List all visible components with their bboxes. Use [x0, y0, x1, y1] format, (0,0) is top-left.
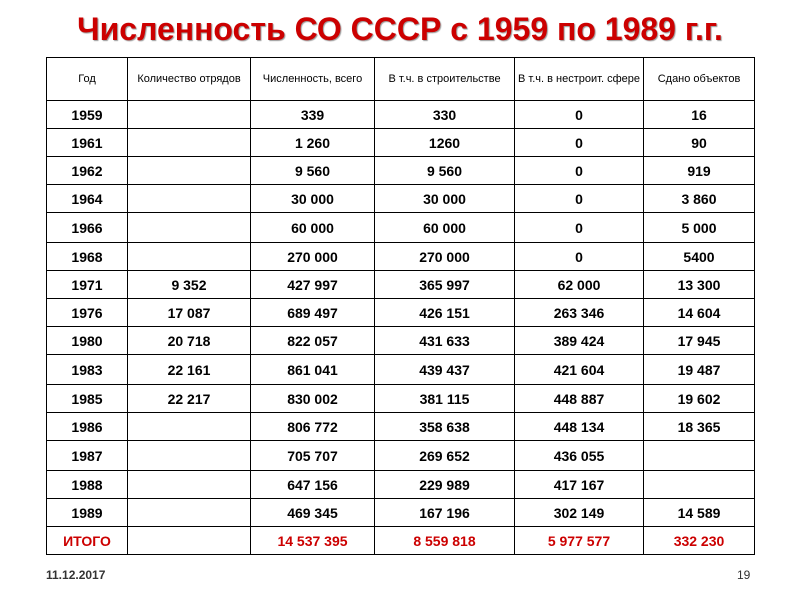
table-row: [47, 499, 755, 527]
table-cell: 439 437: [375, 355, 515, 385]
table-cell: 0: [515, 157, 644, 185]
table-row: [47, 471, 755, 499]
table-cell: 339: [251, 101, 375, 129]
table-cell: 1980: [47, 327, 128, 355]
table-cell: 1961: [47, 129, 128, 157]
table-cell: [644, 471, 755, 499]
table-cell: [128, 213, 251, 243]
table-cell: 448 134: [515, 413, 644, 441]
table-cell: 22 217: [128, 385, 251, 413]
table-cell: [128, 413, 251, 441]
table-cell: 167 196: [375, 499, 515, 527]
table-cell: [128, 129, 251, 157]
total-cell: [128, 527, 251, 555]
table-cell: 448 887: [515, 385, 644, 413]
table-cell: 22 161: [128, 355, 251, 385]
table-row: [47, 129, 755, 157]
table-cell: 17 945: [644, 327, 755, 355]
table-cell: 60 000: [375, 213, 515, 243]
table-cell: 5400: [644, 243, 755, 271]
table-row: [47, 355, 755, 385]
table-cell: 1983: [47, 355, 128, 385]
table-row: [47, 185, 755, 213]
column-header-construction: В т.ч. в строительстве: [375, 58, 515, 101]
footer-date: 11.12.2017: [46, 568, 106, 582]
table-cell: 389 424: [515, 327, 644, 355]
footer-page-number: 19: [737, 568, 751, 582]
table-cell: 0: [515, 213, 644, 243]
total-cell: 5 977 577: [515, 527, 644, 555]
total-row: [47, 527, 755, 555]
table-row: [47, 385, 755, 413]
table-cell: 436 055: [515, 441, 644, 471]
table-cell: 861 041: [251, 355, 375, 385]
data-table: [46, 57, 755, 555]
table-row: [47, 299, 755, 327]
total-cell: 14 537 395: [251, 527, 375, 555]
table-cell: 1986: [47, 413, 128, 441]
table-cell: 705 707: [251, 441, 375, 471]
table-cell: 0: [515, 101, 644, 129]
column-header-total-count: Численность, всего: [251, 58, 375, 101]
table-cell: 822 057: [251, 327, 375, 355]
header-row: [47, 58, 755, 101]
table-row: [47, 213, 755, 243]
table-cell: 919: [644, 157, 755, 185]
total-cell: 8 559 818: [375, 527, 515, 555]
table-cell: 1976: [47, 299, 128, 327]
table-cell: 302 149: [515, 499, 644, 527]
table-cell: 18 365: [644, 413, 755, 441]
table-cell: 417 167: [515, 471, 644, 499]
page-title: Численность СО СССР с 1959 по 1989 г.г.: [77, 11, 723, 47]
total-cell: 332 230: [644, 527, 755, 555]
table-cell: [128, 499, 251, 527]
table-cell: 270 000: [251, 243, 375, 271]
table-cell: 1971: [47, 271, 128, 299]
table-cell: 9 560: [251, 157, 375, 185]
column-header-objects-delivered: Сдано объектов: [644, 58, 755, 101]
table-cell: 0: [515, 185, 644, 213]
table-cell: 1968: [47, 243, 128, 271]
table-cell: 1988: [47, 471, 128, 499]
table-cell: [128, 157, 251, 185]
table-cell: 1959: [47, 101, 128, 129]
table-row: [47, 243, 755, 271]
table-cell: 0: [515, 243, 644, 271]
table-cell: 229 989: [375, 471, 515, 499]
table-cell: 90: [644, 129, 755, 157]
table-cell: 1 260: [251, 129, 375, 157]
table-row: [47, 157, 755, 185]
table-cell: 1260: [375, 129, 515, 157]
table-cell: 469 345: [251, 499, 375, 527]
table-row: [47, 441, 755, 471]
table-cell: 0: [515, 129, 644, 157]
table-cell: 14 604: [644, 299, 755, 327]
table-cell: 1985: [47, 385, 128, 413]
table-cell: 14 589: [644, 499, 755, 527]
table-cell: 270 000: [375, 243, 515, 271]
table-cell: 421 604: [515, 355, 644, 385]
table-cell: 20 718: [128, 327, 251, 355]
table-cell: 647 156: [251, 471, 375, 499]
table-cell: 330: [375, 101, 515, 129]
table-cell: 60 000: [251, 213, 375, 243]
table-cell: 30 000: [251, 185, 375, 213]
table-cell: 1962: [47, 157, 128, 185]
table-cell: 358 638: [375, 413, 515, 441]
table-cell: 9 560: [375, 157, 515, 185]
table-cell: [128, 185, 251, 213]
column-header-units-count: Количество отрядов: [128, 58, 251, 101]
table-cell: [128, 101, 251, 129]
table-cell: 3 860: [644, 185, 755, 213]
total-label: ИТОГО: [47, 527, 128, 555]
table-cell: 9 352: [128, 271, 251, 299]
table-cell: 17 087: [128, 299, 251, 327]
table-cell: 365 997: [375, 271, 515, 299]
table-row: [47, 413, 755, 441]
table-cell: 830 002: [251, 385, 375, 413]
table-row: [47, 101, 755, 129]
table-cell: 431 633: [375, 327, 515, 355]
table-cell: 689 497: [251, 299, 375, 327]
table-cell: 1966: [47, 213, 128, 243]
table-cell: 269 652: [375, 441, 515, 471]
table-cell: 1964: [47, 185, 128, 213]
table-cell: [128, 471, 251, 499]
table-cell: 62 000: [515, 271, 644, 299]
table-cell: [128, 243, 251, 271]
table-cell: 263 346: [515, 299, 644, 327]
table-cell: 381 115: [375, 385, 515, 413]
column-header-year: Год: [47, 58, 128, 101]
table-row: [47, 271, 755, 299]
table-cell: 426 151: [375, 299, 515, 327]
table-cell: 16: [644, 101, 755, 129]
table-cell: 1987: [47, 441, 128, 471]
table-cell: 19 602: [644, 385, 755, 413]
table-cell: 806 772: [251, 413, 375, 441]
table-cell: 5 000: [644, 213, 755, 243]
table-row: [47, 327, 755, 355]
table-cell: 13 300: [644, 271, 755, 299]
table-cell: [644, 441, 755, 471]
table-cell: 427 997: [251, 271, 375, 299]
column-header-non-construction: В т.ч. в нестроит. сфере: [515, 58, 644, 101]
table-cell: [128, 441, 251, 471]
table-cell: 30 000: [375, 185, 515, 213]
table-cell: 1989: [47, 499, 128, 527]
table-cell: 19 487: [644, 355, 755, 385]
